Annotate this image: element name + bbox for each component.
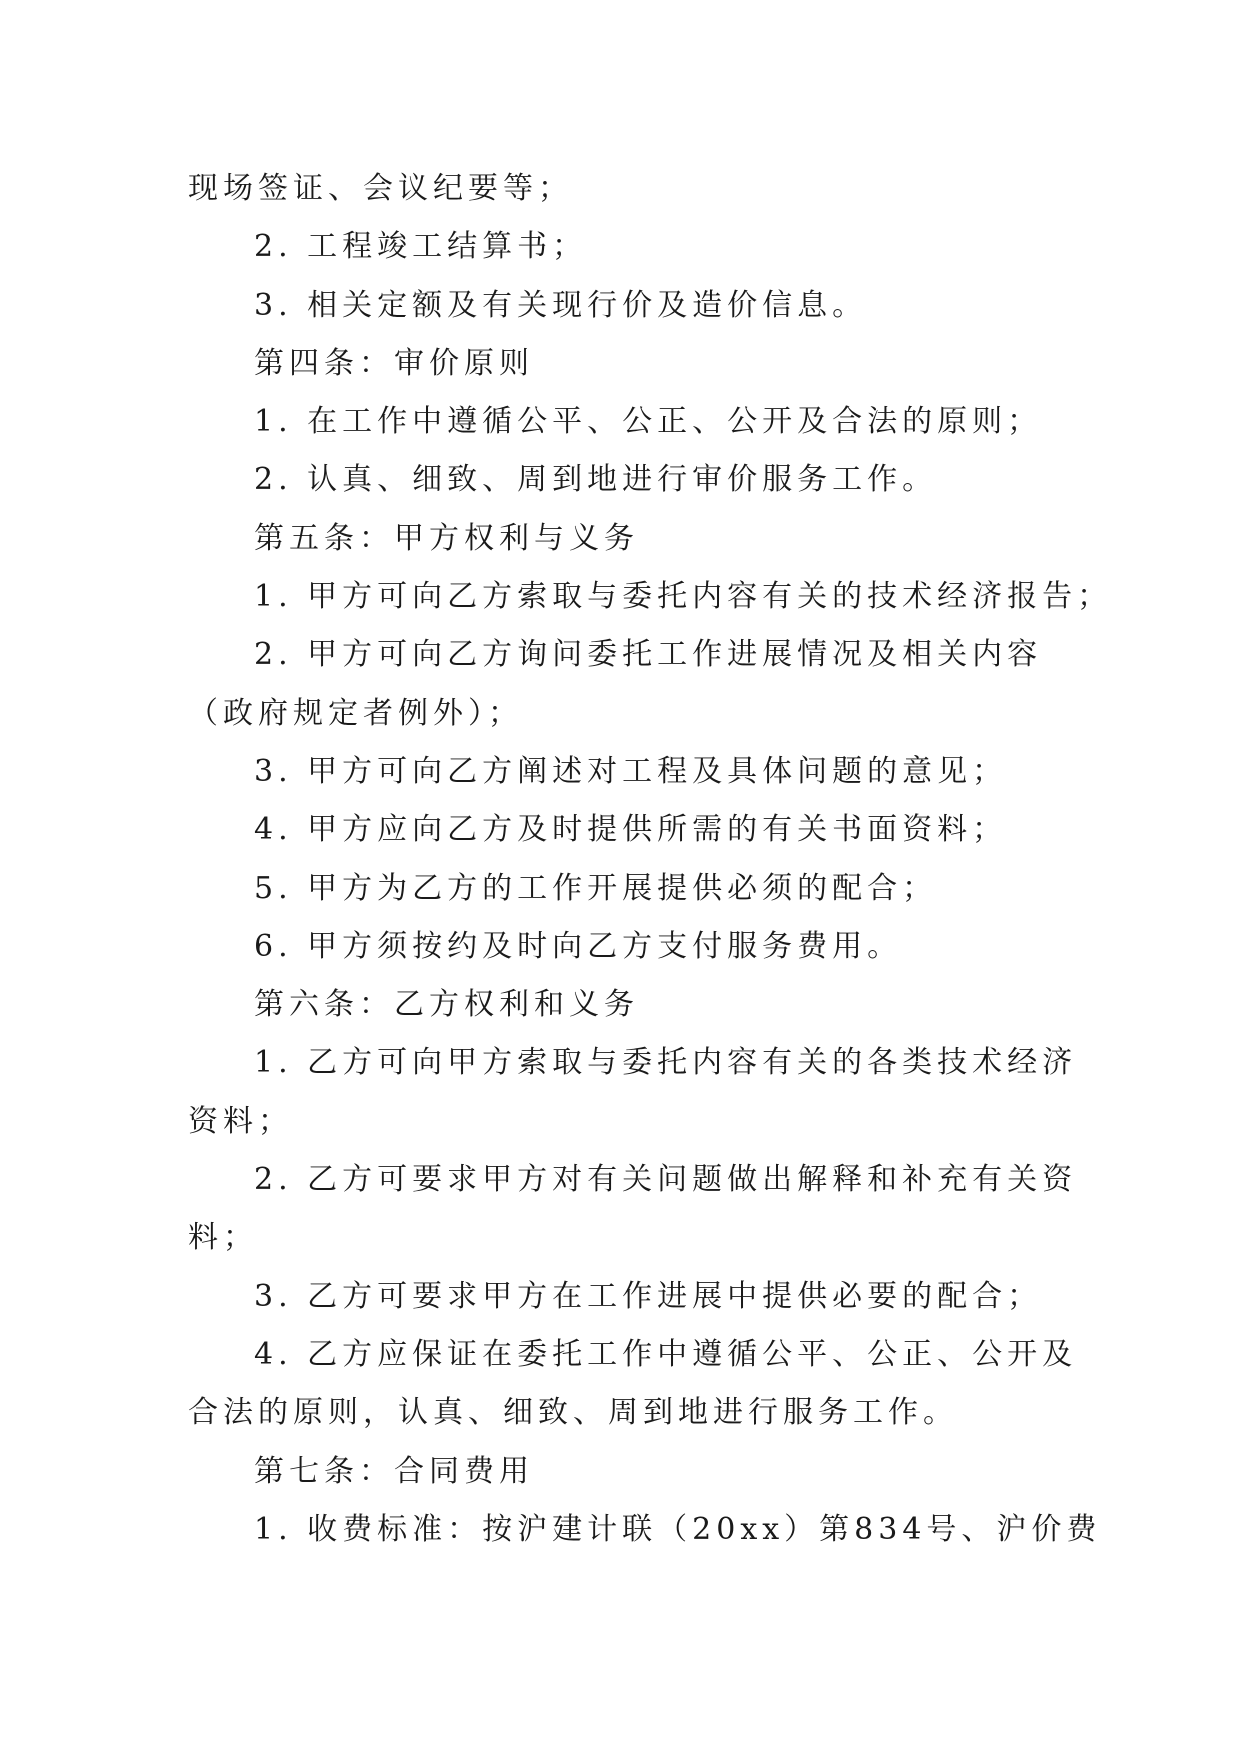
paragraph-line: 4. 甲方应向乙方及时提供所需的有关书面资料； — [254, 812, 1008, 848]
paragraph-line: 2. 甲方可向乙方询问委托工作进展情况及相关内容 — [254, 637, 1043, 673]
section-heading: 第六条：乙方权利和义务 — [254, 987, 639, 1023]
paragraph-line: 1. 收费标准：按沪建计联（20xx）第834号、沪价费 — [254, 1511, 1102, 1547]
paragraph-line: 3. 乙方可要求甲方在工作进展中提供必要的配合； — [254, 1278, 1043, 1314]
paragraph-line: 3. 相关定额及有关现行价及造价信息。 — [254, 287, 868, 323]
paragraph-line: 1. 在工作中遵循公平、公正、公开及合法的原则； — [254, 404, 1043, 440]
paragraph-line: 3. 甲方可向乙方阐述对工程及具体问题的意见； — [254, 753, 1008, 789]
section-heading: 第七条：合同费用 — [254, 1453, 534, 1489]
paragraph-line: （政府规定者例外）； — [188, 695, 523, 731]
paragraph-line: 料； — [188, 1220, 258, 1256]
paragraph-line: 1. 乙方可向甲方索取与委托内容有关的各类技术经济 — [254, 1045, 1078, 1081]
paragraph-line: 2. 工程竣工结算书； — [254, 229, 588, 265]
paragraph-line: 5. 甲方为乙方的工作开展提供必须的配合； — [254, 870, 938, 906]
paragraph-line: 4. 乙方应保证在委托工作中遵循公平、公正、公开及 — [254, 1336, 1078, 1372]
paragraph-line: 2. 认真、细致、周到地进行审价服务工作。 — [254, 462, 938, 498]
section-heading: 第五条：甲方权利与义务 — [254, 520, 639, 556]
paragraph-line: 6. 甲方须按约及时向乙方支付服务费用。 — [254, 928, 903, 964]
paragraph-line: 资料； — [188, 1103, 293, 1139]
section-heading: 第四条：审价原则 — [254, 345, 534, 381]
paragraph-line: 2. 乙方可要求甲方对有关问题做出解释和补充有关资 — [254, 1162, 1078, 1198]
paragraph-line: 合法的原则，认真、细致、周到地进行服务工作。 — [188, 1395, 958, 1431]
paragraph-line: 1. 甲方可向乙方索取与委托内容有关的技术经济报告； — [254, 579, 1113, 615]
paragraph-line: 现场签证、会议纪要等； — [188, 171, 573, 206]
document-body — [188, 160, 1113, 1559]
